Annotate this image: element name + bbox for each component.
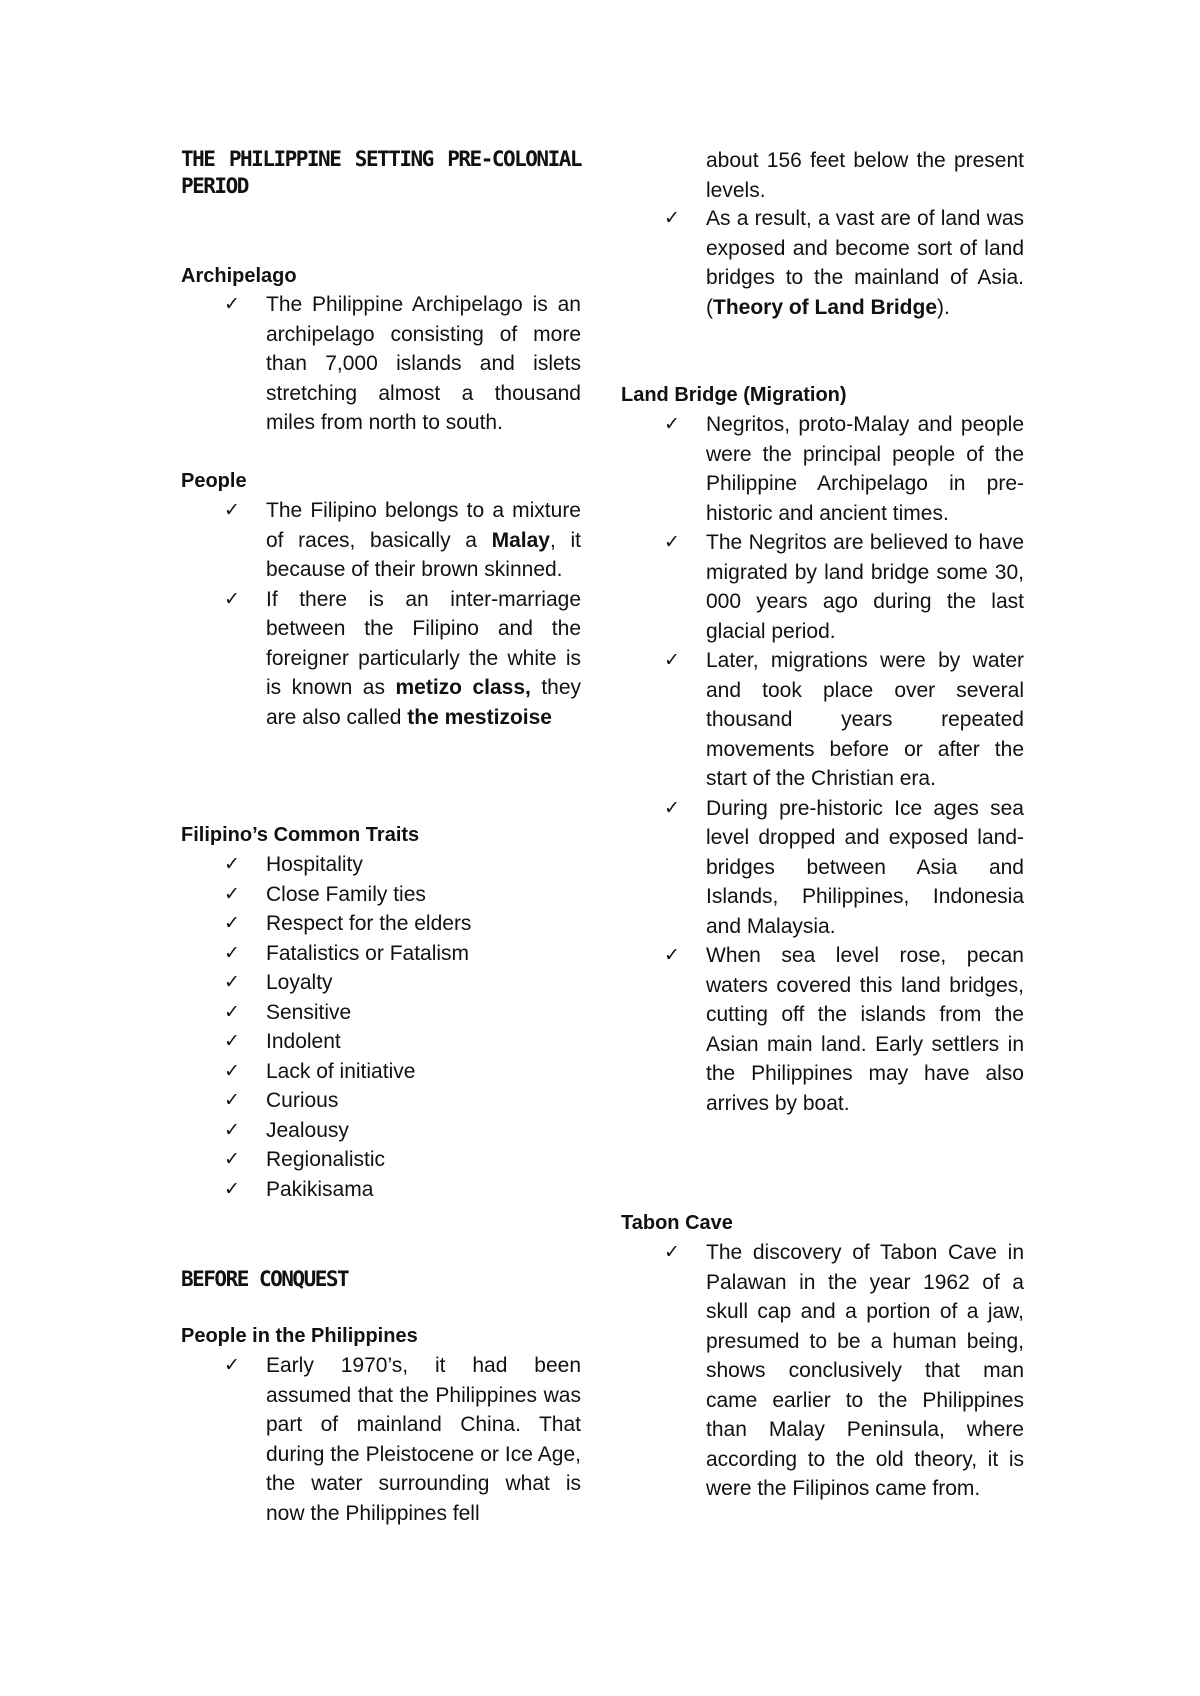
list-item xyxy=(181,496,581,585)
checkmark-icon: ✓ xyxy=(664,207,680,229)
people-in-philippines-list xyxy=(181,1351,581,1528)
list-item xyxy=(181,1351,581,1528)
checkmark-icon: ✓ xyxy=(224,971,240,993)
list-item-text: Respect for the elders xyxy=(266,912,472,935)
checkmark-icon: ✓ xyxy=(224,587,240,610)
list-item xyxy=(181,1027,596,1057)
list-item-text: Negritos, proto-Malay and people were the principal people of the Philippine Archipelago in pre-historic and ancient times. xyxy=(706,413,1024,525)
heading-people: People xyxy=(181,470,247,492)
checkmark-icon: ✓ xyxy=(664,796,680,819)
checkmark-icon: ✓ xyxy=(664,531,680,553)
list-item xyxy=(181,290,581,438)
list-item-text: Fatalistics or Fatalism xyxy=(266,941,470,965)
text-run: As a result, a vast are of land was exposed and become sort of land bridges to the mainland of Asia. ( xyxy=(706,207,1024,319)
checkmark-icon: ✓ xyxy=(664,413,680,435)
list-item xyxy=(181,939,596,969)
text-run: , it because of their brown skinned. xyxy=(266,528,581,581)
list-item xyxy=(621,410,1024,528)
heading-land-bridge: Land Bridge (Migration) xyxy=(621,384,847,406)
list-item xyxy=(181,998,596,1028)
list-item-text: During pre-historic Ice ages sea level dropped and exposed land-bridges between Asia and Islands, Philippines, Indonesia and Malaysia. xyxy=(706,796,1024,938)
tabon-cave-list xyxy=(621,1238,1024,1504)
checkmark-icon: ✓ xyxy=(224,1089,240,1111)
bold-term-theory-of-land-bridge: Theory of Land Bridge xyxy=(713,295,938,319)
list-item-text: Early 1970’s, it had been assumed that the Philippines was part of mainland China. That during the Pleistocene or Ice Age, the water surrounding what is now the Philippines fell xyxy=(266,1354,581,1525)
heading-archipelago: Archipelago xyxy=(181,265,297,287)
continued-list xyxy=(621,204,1024,322)
checkmark-icon: ✓ xyxy=(224,941,240,964)
list-item xyxy=(621,794,1024,942)
list-item-text: The Philippine Archipelago is an archipelago consisting of more than 7,000 islands and islets stretching almost a thousand miles from north to south. xyxy=(266,293,581,434)
list-item-text xyxy=(266,585,581,733)
text-run: The Filipino belongs to a mixture of races, basically a xyxy=(266,499,581,552)
list-item-text: Later, migrations were by water and took place over several thousand years repeated movements before or after the start of the Christian era. xyxy=(706,649,1024,790)
text-run: they are also called xyxy=(266,676,582,729)
text-run: If there is an inter-marriage between the Filipino and the foreigner particularly the white is is known as xyxy=(266,587,581,699)
list-item xyxy=(181,585,581,733)
list-item xyxy=(181,1086,596,1116)
checkmark-icon: ✓ xyxy=(224,1177,240,1200)
checkmark-icon: ✓ xyxy=(224,1118,240,1141)
heading-tabon-cave: Tabon Cave xyxy=(621,1212,733,1234)
list-item xyxy=(621,528,1024,646)
bold-term-metizo: metizo class, xyxy=(395,676,531,699)
list-item xyxy=(621,1238,1024,1504)
list-item xyxy=(181,1116,596,1146)
checkmark-icon: ✓ xyxy=(224,882,240,905)
list-item xyxy=(621,941,1024,1118)
checkmark-icon: ✓ xyxy=(224,1030,240,1052)
checkmark-icon: ✓ xyxy=(224,1000,240,1023)
list-item xyxy=(181,1175,596,1205)
continued-text: about 156 feet below the present levels. xyxy=(706,149,1024,202)
list-item xyxy=(181,909,596,939)
checkmark-icon: ✓ xyxy=(224,1059,240,1082)
text-run: ). xyxy=(937,295,950,319)
list-item-text: Regionalistic xyxy=(266,1148,386,1171)
list-item xyxy=(181,880,596,910)
list-item-text xyxy=(706,204,1024,322)
archipelago-list xyxy=(181,290,581,438)
list-item xyxy=(181,850,596,880)
section-title-before-conquest: BEFORE CONQUEST xyxy=(181,1267,349,1291)
checkmark-icon: ✓ xyxy=(224,853,240,875)
document-title: THE PHILIPPINE SETTING PRE-COLONIAL PERIOD xyxy=(181,147,581,198)
list-item-text: When sea level rose, pecan waters covered this land bridges, cutting off the islands from the Asian main land. Early settlers in the Philippines may have also arrives by boat. xyxy=(706,944,1024,1115)
list-item-text: The discovery of Tabon Cave in Palawan in the year 1962 of a skull cap and a portion of a jaw, presumed to be a human being, shows conclusively that man came earlier to the Philippines than Malay Peninsula, where according to the old theory, it is were the Filipinos came from. xyxy=(706,1241,1024,1500)
checkmark-icon: ✓ xyxy=(664,944,680,966)
checkmark-icon: ✓ xyxy=(224,1148,240,1170)
list-item-text: Loyalty xyxy=(266,971,333,994)
list-item-text: Indolent xyxy=(266,1030,341,1053)
list-item-text: Jealousy xyxy=(266,1118,349,1142)
heading-people-in-philippines: People in the Philippines xyxy=(181,1325,418,1347)
bold-term-malay: Malay xyxy=(491,528,550,552)
traits-list xyxy=(181,850,596,1204)
people-list xyxy=(181,496,581,732)
list-item-text: Curious xyxy=(266,1089,339,1112)
list-item-text: Pakikisama xyxy=(266,1177,374,1201)
checkmark-icon: ✓ xyxy=(664,1241,680,1263)
checkmark-icon: ✓ xyxy=(224,499,240,521)
heading-traits: Filipino’s Common Traits xyxy=(181,824,420,846)
checkmark-icon: ✓ xyxy=(664,649,680,671)
list-item-text: Lack of initiative xyxy=(266,1059,416,1083)
land-bridge-list xyxy=(621,410,1024,1118)
list-item xyxy=(181,1145,596,1175)
list-item-text: Sensitive xyxy=(266,1000,352,1024)
checkmark-icon: ✓ xyxy=(224,912,240,934)
list-item-text: Close Family ties xyxy=(266,882,426,906)
checkmark-icon: ✓ xyxy=(224,1354,240,1376)
list-item xyxy=(621,646,1024,794)
list-item xyxy=(621,204,1024,322)
list-item-text: The Negritos are believed to have migrated by land bridge some 30, 000 years ago during the last glacial period. xyxy=(706,531,1024,643)
list-item-text: Hospitality xyxy=(266,853,363,876)
list-item xyxy=(181,968,596,998)
bold-term-mestizoise: the mestizoise xyxy=(407,705,552,729)
list-item-text xyxy=(266,496,581,585)
list-item xyxy=(181,1057,596,1087)
checkmark-icon: ✓ xyxy=(224,293,240,315)
